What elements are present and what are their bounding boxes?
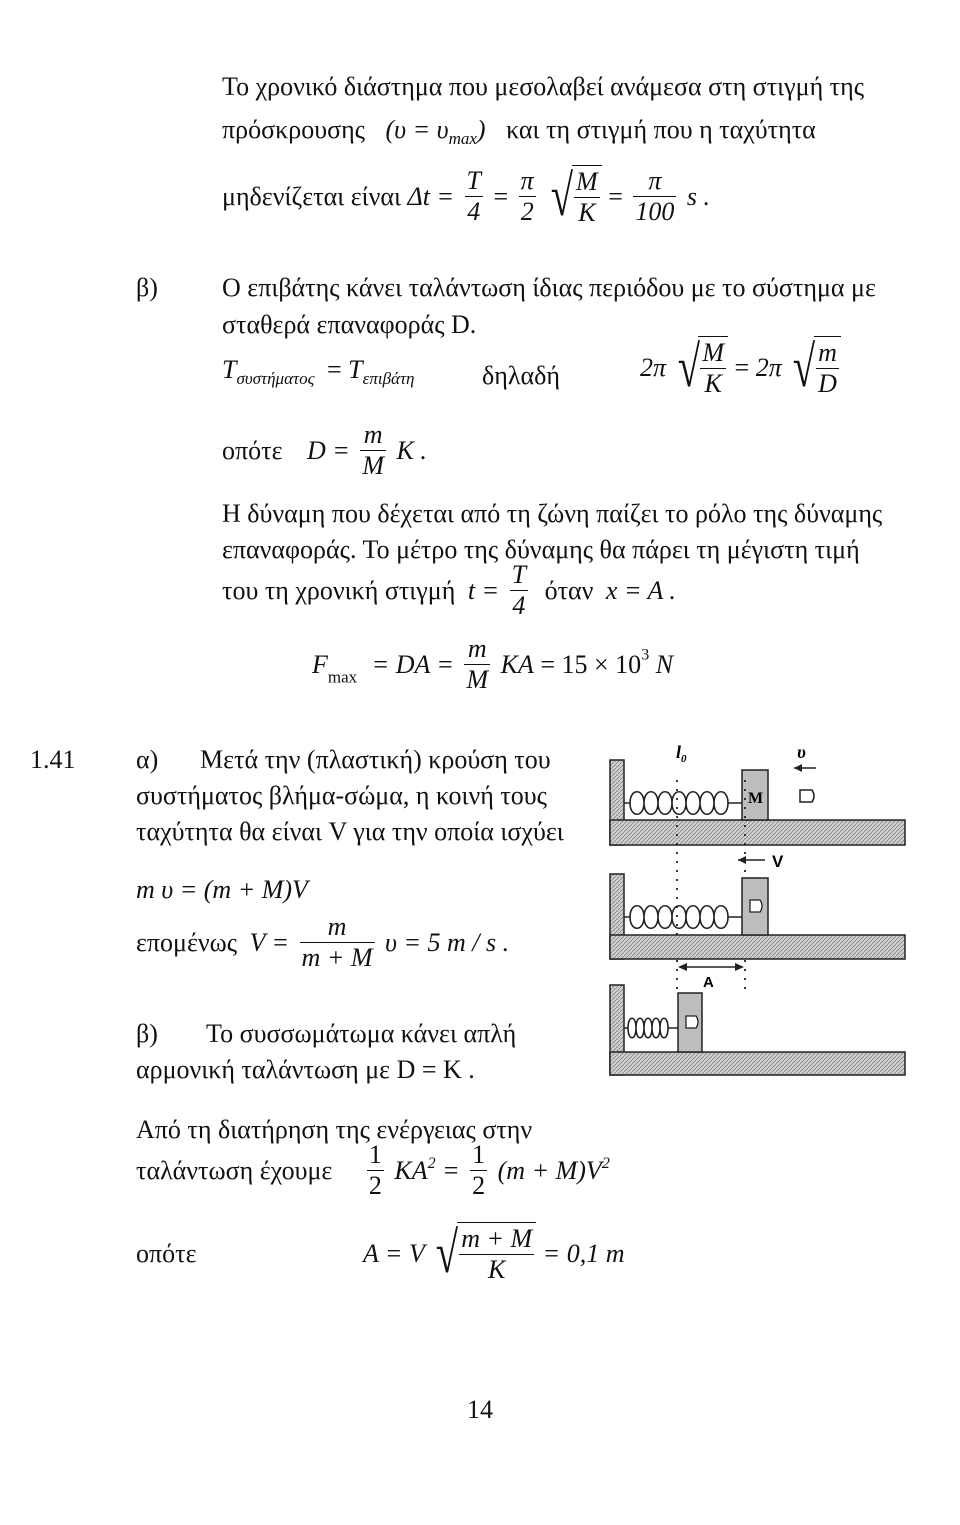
- arrow-right-icon: [735, 963, 744, 971]
- intro-paragraph: [222, 68, 912, 105]
- spring-3: [624, 1018, 678, 1038]
- floor-1: [610, 820, 905, 845]
- amplitude-marker: [678, 963, 744, 991]
- floor-3: [610, 1052, 905, 1075]
- time-of-max: του τη χρονική στιγμή t = $\frac{T}{4}$ όταν x = A .: [222, 560, 676, 620]
- label-l0: $l_0$: [676, 742, 687, 765]
- period-equality: $T_{\sigma\upsilon\sigma\tau ή\mu\alpha\tau o\varsigma} = T_{\varepsilon\pi\iota\beta ά\tau\eta}$: [222, 355, 415, 388]
- velocity-equation: επομένως V = $\frac{m}{m + M}$ υ = 5 m / s .: [136, 912, 510, 972]
- problem-number: 1.41: [30, 745, 76, 774]
- problem-a-line-2: συστήματος βλήμα-σώμα, η κοινή τους: [136, 781, 547, 810]
- label-A: A: [703, 974, 714, 991]
- intro-line-2: πρόσκρουσης $(\upsilon = \upsilon_{max})$ και τη στιγμή που η ταχύτητα: [222, 115, 816, 148]
- fmax-equation: $F_{max}$ = DA = $\frac{m}{M}$ KA = $15 \times 10^3$ N: [312, 634, 674, 694]
- amplitude-equation: οπότε A = V √ $\frac{m + M}{K}$ = 0,1 m: [136, 1220, 625, 1286]
- momentum-equation: m υ = (m + M)V: [136, 875, 308, 904]
- floor-2: [610, 935, 905, 959]
- page-number: 14: [467, 1395, 493, 1424]
- spring-1: [624, 792, 742, 815]
- energy-equation: ταλάντωση έχουμε $\frac{1}{2}$ $KA^2$ = $\frac{1}{2}$ $(m + M)V^2$: [136, 1140, 610, 1200]
- label-V: V: [772, 852, 784, 871]
- arrow-left-icon: [794, 764, 802, 772]
- label-M: M: [748, 790, 764, 807]
- d-formula: οπότε D = $\frac{m}{M}$ K .: [222, 420, 427, 480]
- problem-a-line-1: Μετά την (πλαστική) κρούση του: [200, 745, 551, 774]
- panel-before-collision: [610, 742, 905, 845]
- problem-part-b-label: β): [136, 1019, 158, 1048]
- problem-a-line-3: ταχύτητα θα είναι V για την οποία ισχύει: [136, 817, 564, 846]
- problem-b-line-1: Το συσσωμάτωμα κάνει απλή: [206, 1019, 517, 1048]
- force-line-1: Η δύναμη που δέχεται από τη ζώνη παίζει το ρόλο της δύναμης: [222, 499, 883, 528]
- force-line-2: επαναφοράς. Το μέτρο της δύναμης θα πάρει τη μέγιστη τιμή: [222, 535, 860, 564]
- part-b-label: β): [136, 273, 158, 302]
- part-b-line-2: σταθερά επαναφοράς D.: [222, 310, 477, 339]
- intro-line-1: Το χρονικό διάστημα που μεσολαβεί ανάμεσα στη στιγμή της: [222, 72, 865, 101]
- period-formula: 2π √ $\frac{M}{K}$ = 2π √ $\frac{m}{D}$: [640, 336, 841, 399]
- v-equals-vmax: $(\upsilon = \upsilon_{max})$: [385, 115, 486, 148]
- embedded-bullet-2: [750, 900, 762, 912]
- delta-t-equation: μηδενίζεται είναι Δt = $\frac{T}{4}$ = $\frac{\pi}{2}$ √ $\frac{M}{K}$ = $\frac{\pi}{100}$ s .: [222, 163, 711, 229]
- label-v-bullet: υ: [797, 742, 806, 762]
- panel-max-compression: [610, 985, 905, 1075]
- bullet: [800, 790, 814, 802]
- energy-line-1: Από τη διατήρηση της ενέργειας στην: [136, 1115, 533, 1144]
- panel-after-collision: [610, 852, 905, 959]
- word-dilady: δηλαδή: [482, 361, 560, 390]
- spring-collision-figure: [600, 740, 910, 1090]
- part-b-line-1: Ο επιβάτης κάνει ταλάντωση ίδιας περιόδου με το σύστημα με: [222, 273, 876, 302]
- arrow-left-icon: [678, 963, 687, 971]
- embedded-bullet-3: [686, 1016, 698, 1028]
- arrow-left-icon: [738, 856, 746, 864]
- problem-part-a-label: α): [136, 745, 159, 774]
- spring-2: [624, 906, 742, 929]
- problem-b-line-2: αρμονική ταλάντωση με D = K .: [136, 1055, 475, 1084]
